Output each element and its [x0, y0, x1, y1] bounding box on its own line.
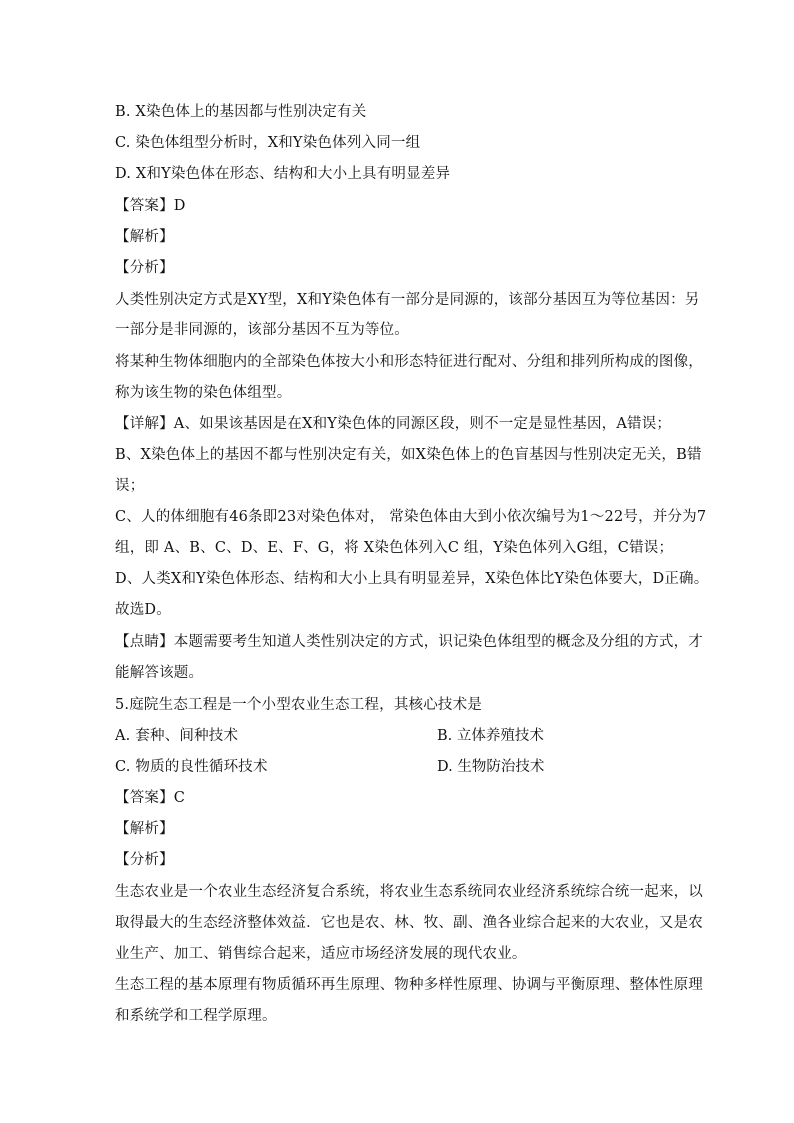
q4-dianjing-line: 【点睛】本题需要考生知道人类性别决定的方式，识记染色体组型的概念及分组的方式，才 — [115, 634, 703, 650]
q4-detail-line: 误； — [115, 478, 145, 494]
q4-detail-line: 组，即 A、B、C、D、E、F、G，将 X染色体列入C 组，Y染色体列入G组，C错误； — [115, 540, 674, 556]
q4-detail-line: B、X染色体上的基因不都与性别决定有关，如X染色体上的色盲基因与性别决定无关，B错 — [115, 447, 702, 463]
q5-analysis-line: 生态农业是一个农业生态经济复合系统，将农业生态系统同农业经济系统综合统一起来，以 — [115, 884, 703, 900]
q4-option-d: D. X和Y染色体在形态、结构和大小上具有明显差异 — [115, 166, 451, 182]
q5-jiexi-heading: 【解析】 — [115, 821, 174, 837]
q5-analysis-line: 取得最大的生态经济整体效益．它也是农、林、牧、副、渔各业综合起来的大农业，又是农 — [115, 915, 703, 931]
q5-option-c: C. 物质的良性循环技术 — [115, 759, 268, 775]
q4-analysis-line: 人类性别决定方式是XY型，X和Y染色体有一部分是同源的，该部分基因互为等位基因：另 — [115, 292, 700, 308]
q4-detail-line: 【详解】A、如果该基因是在X和Y染色体的同源区段，则不一定是显性基因，A错误； — [115, 416, 672, 432]
q5-answer: 【答案】C — [115, 790, 186, 806]
q4-option-b: B. X染色体上的基因都与性别决定有关 — [115, 104, 367, 120]
q5-option-d: D. 生物防治技术 — [437, 759, 545, 775]
q5-option-b: B. 立体养殖技术 — [437, 728, 544, 744]
q4-analysis-line: 将某种生物体细胞内的全部染色体按大小和形态特征进行配对、分组和排列所构成的图像， — [115, 354, 703, 370]
q4-detail-line: D、人类X和Y染色体形态、结构和大小上具有明显差异，X染色体比Y染色体要大，D正确。 — [115, 571, 709, 587]
q5-stem: 5.庭院生态工程是一个小型农业生态工程，其核心技术是 — [115, 697, 483, 713]
q4-option-c: C. 染色体组型分析时，X和Y染色体列入同一组 — [115, 135, 421, 151]
q4-analysis-line: 一部分是非同源的，该部分基因不互为等位。 — [115, 322, 409, 338]
q5-option-a: A. 套种、间种技术 — [115, 728, 239, 744]
q5-analysis-line: 和系统学和工程学原理。 — [115, 1008, 277, 1024]
q4-answer: 【答案】D — [115, 198, 186, 214]
q4-detail-line: 故选D。 — [115, 602, 171, 618]
q4-fenxi-heading: 【分析】 — [115, 260, 174, 276]
q4-jiexi-heading: 【解析】 — [115, 229, 174, 245]
q4-detail-line: C、人的体细胞有46条即23对染色体对， 常染色体由大到小依次编号为1～22号，并分为7 — [115, 509, 707, 525]
q5-analysis-line: 业生产、加工、销售综合起来，适应市场经济发展的现代农业。 — [115, 946, 527, 962]
q4-analysis-line: 称为该生物的染色体组型。 — [115, 385, 292, 401]
q5-fenxi-heading: 【分析】 — [115, 852, 174, 868]
q4-dianjing-line: 能解答该题。 — [115, 665, 204, 681]
q5-analysis-line: 生态工程的基本原理有物质循环再生原理、物种多样性原理、协调与平衡原理、整体性原理 — [115, 977, 703, 993]
